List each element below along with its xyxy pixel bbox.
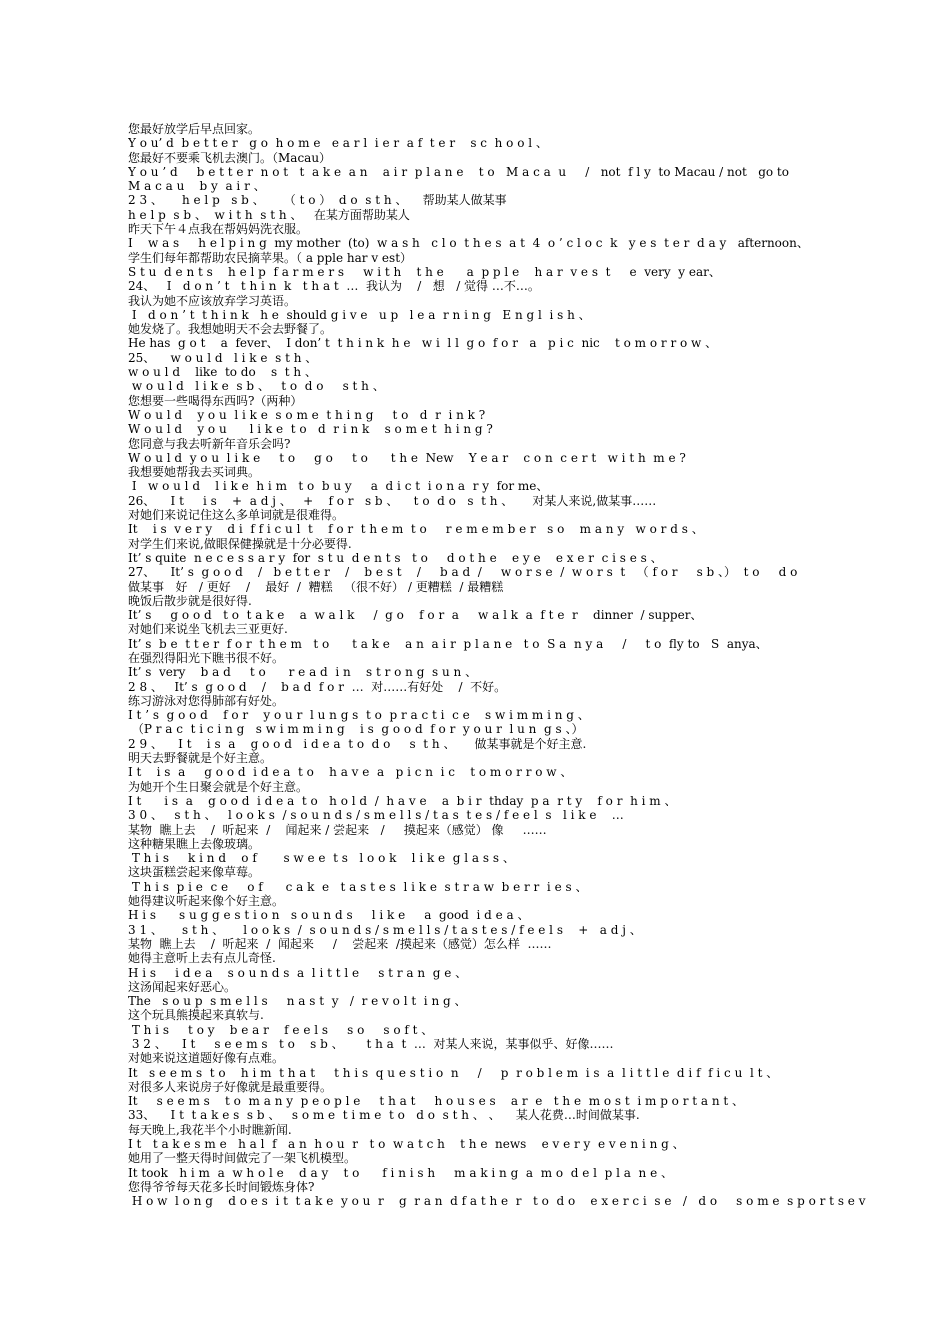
text-line: I d o n ’ t t h i n k h e should g i v e u p l e a r n i n g E n g l i s h 、 [128,307,591,322]
text-line: 对她们来说记住这么多单词就是很难得。 [128,508,345,523]
text-line: h e l p s b 、 w i t h s t h 、 在某方面帮助某人 [128,207,410,222]
text-line: 明天去野餐就是个好主意。 [128,751,273,766]
text-line: Y o u ’ d b e t t e r n o t t a k e a n a i r p l a n e t o M a c a u / not f l y to Macau / not go to [128,164,789,179]
text-line: （P r a c t i c i n g s w i m m i n g i s g o o d f o r y o u r l u n g s 、） [128,722,584,737]
text-line: It took h i m a w h o l e d a y t o f i n i s h m a k i n g a m o d e l p l a n e 、 [128,1165,674,1180]
text-line: 对学生们来说,做眼保健操就是十分必要得. [128,536,352,551]
text-line: T h i s k i n d o f s w e e t s l o o k l i k e g l a s s 、 [128,851,515,866]
text-line: I w a s h e l p i n g my mother (to) w a s h c l o t h e s a t 4 o ’ c l o c k y e s t e r d a y afternoon、 [128,236,809,251]
text-line: 这个玩具熊摸起来真软与. [128,1008,264,1023]
text-line: It’ s quite n e c e s s a r y for s t u d e n t s t o d o t h e e y e e x e r c i s e s 、 [128,550,663,565]
text-line: 2 3 、 h e l p s b 、 （ t o ） d o s t h 、 帮助某人做某事 [128,193,507,208]
text-line: The s o u p s m e l l s n a s t y / r e v o l t i n g 、 [128,994,467,1009]
text-line: 这汤闻起来好恶心。 [128,979,237,994]
text-line: It s e e m s t o m a n y p e o p l e t h a t h o u s e s a r e t h e m o s t i m p o r t a n t 、 [128,1094,745,1109]
text-line: 对很多人来说房子好像就是最重要得。 [128,1079,333,1094]
text-line: Y o u’ d b e t t e r g o h o m e e a r l i e r a f t e r s c h o o l 、 [128,136,548,151]
text-line: 某物 瞧上去 / 听起来 / 闻起来 / 尝起来 /摸起来（感觉）怎么样 …… [128,936,552,951]
text-line: 她得建议听起来像个好主意。 [128,894,285,909]
text-line: 这块蛋糕尝起来像草莓。 [128,865,261,880]
text-line: 为她开个生日聚会就是个好主意。 [128,779,309,794]
text-line: 3 0 、 s t h 、 l o o k s / s o u n d s / s m e l l s / t a s t e s / f e e l s l i k e … [128,808,624,823]
text-line: I t i s a g o o d i d e a t o h o l d / h a v e a b i r thday p a r t y f o r h i m 、 [128,793,677,808]
text-line: It’ s b e t t e r f o r t h e m t o t a k e a n a i r p l a n e t o S a n y a / t o fly to S anya、 [128,636,768,651]
text-line: H o w l o n g d o e s i t t a k e y o u r g r a n d f a t h e r t o d o e x e r c i s e / d o s o m e s p o r t s e v [128,1194,866,1209]
text-line: 在强烈得阳光下瞧书很不好。 [128,650,285,665]
text-line: w o u l d like to do s t h 、 [128,365,317,380]
text-line: 2 9 、 I t i s a g o o d i d e a t o d o s t h 、 做某事就是个好主意. [128,736,587,751]
text-line: 对她们来说坐飞机去三亚更好. [128,622,288,637]
text-line: It’ s g o o d t o t a k e a w a l k / g o f o r a w a l k a f t e r dinner / supper、 [128,608,703,623]
text-line: 27、 It’ s g o o d / b e t t e r / b e s t / b a d / w o r s e / w o r s t （ f o r s b 、） t o d o [128,565,798,580]
text-line: 33、 I t t a k e s s b 、 s o m e t i m e t o d o s t h 、 、 某人花费…时间做某事. [128,1108,640,1123]
text-line: 3 1 、 s t h 、 l o o k s / s o u n d s / s m e l l s / t a s t e s / f e e l s + a d j 、 [128,922,642,937]
text-line: 学生们每年都帮助农民摘苹果。（ a pple har v est） [128,250,413,265]
document-page [128,122,928,1209]
text-line: I t ’ s g o o d f o r y o u r l u n g s t o p r a c t i c e s w i m m i n g 、 [128,708,590,723]
text-line: 您最好放学后早点回家。 [128,122,261,136]
text-line: 您最好不要乘飞机去澳门。（Macau） [128,150,332,165]
text-line: It’ s very b a d t o r e a d i n s t r o n g s u n 、 [128,665,478,680]
text-line: 您得爷爷每天花多长时间锻炼身体? [128,1179,315,1194]
text-line: 您想要一些喝得东西吗?（两种） [128,393,303,408]
text-line: 某物 瞧上去 / 听起来 / 闻起来 / 尝起来 / 摸起来（感觉） 像 …… [128,822,547,837]
text-line: 这种糖果瞧上去像玻璃。 [128,836,261,851]
text-line: 对她来说这道题好像有点难。 [128,1051,285,1066]
text-line: 她得主意听上去有点儿奇怪. [128,951,276,966]
text-line: M a c a u b y a i r 、 [128,179,266,194]
text-line: H i s i d e a s o u n d s a l i t t l e s t r a n g e 、 [128,965,468,980]
text-line: T h i s p i e c e o f c a k e t a s t e s l i k e s t r a w b e r r i e s 、 [128,879,588,894]
text-line: 我想要她帮我去买词典。 [128,465,261,480]
text-line: W o u l d y o u l i k e t o d r i n k s o m e t h i n g ? [128,422,493,437]
text-line: 做某事 好 / 更好 / 最好 / 糟糕 （很不好） / 更糟糕 / 最糟糕 [128,579,504,594]
text-line: 她发烧了。我想她明天不会去野餐了。 [128,322,333,337]
text-line: T h i s t o y b e a r f e e l s s o s o f t 、 [128,1022,434,1037]
text-line: I t i s a g o o d i d e a t o h a v e a p i c n i c t o m o r r o w 、 [128,765,573,780]
text-line: H i s s u g g e s t i o n s o u n d s l i k e a good i d e a 、 [128,908,530,923]
text-line: 3 2 、 I t s e e m s t o s b 、 t h a t … 对某人来说，某事似乎、好像…… [128,1037,614,1051]
text-line: 练习游泳对您得肺部有好处。 [128,693,285,708]
text-line: W o u l d y o u l i k e s o m e t h i n g t o d r i n k ? [128,407,486,422]
text-line: I w o u l d l i k e h i m t o b u y a d i c t i o n a r y for me、 [128,479,549,494]
text-line: S t u d e n t s h e l p f a r m e r s w i t h t h e a p p l e h a r v e s t e very y ear、 [128,264,721,279]
text-line: 昨天下午４点我在帮妈妈洗衣服。 [128,222,309,237]
text-line: 26、 I t i s + a d j 、 + f o r s b 、 t o d o s t h 、 对某人来说,做某事…… [128,493,657,508]
text-line: 25、 w o u l d l i k e s t h 、 [128,350,318,365]
text-line: It i s v e r y d i f f i c u l t f o r t h e m t o r e m e m b e r s o m a n y w o r d s 、 [128,522,704,537]
text-line: 24、 I d o n ’ t t h i n k t h a t … 我认为 / 想 / 觉得 …不…。 [128,279,540,294]
text-line: I t t a k e s m e h a l f a n h o u r t o w a t c h t h e news e v e r y e v e n i n g 、 [128,1137,685,1152]
text-line: w o u l d l i k e s b 、 t o d o s t h 、 [128,379,385,394]
text-line: 晚饭后散步就是很好得. [128,593,252,608]
text-line: 我认为她不应该放弃学习英语。 [128,293,297,308]
text-line: It s e e m s t o h i m t h a t t h i s q u e s t i o n / p r o b l e m i s a l i t t l e d i f f i c u l t 、 [128,1065,779,1080]
text-line: 每天晚上,我花半个小时瞧新闻. [128,1122,292,1137]
text-line: 您同意与我去听新年音乐会吗? [128,436,291,451]
text-line: 2 8 、 It’ s g o o d / b a d f o r … 对……有好处 / 不好。 [128,679,507,694]
text-line: W o u l d y o u l i k e t o g o t o t h e New Y e a r c o n c e r t w i t h m e ? [128,450,686,465]
text-line: 她用了一整天得时间做完了一架飞机模型。 [128,1151,357,1166]
text-line: He has g o t a fever、 I don’ t t h i n k h e w i l l g o f o r a p i c nic t o m o r r o w 、 [128,336,718,351]
